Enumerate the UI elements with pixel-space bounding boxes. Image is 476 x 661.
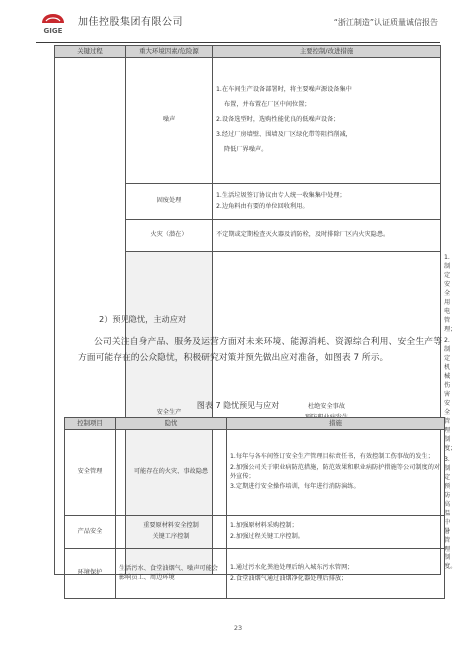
factor-cell: 杜绝安全事故 [213, 252, 441, 575]
body-paragraph: 公司关注自身产品、服务及运营方面对未来环境、能源消耗、资源综合利用、安全生产等方面可能存在的公众隐忧，积极研究对策并预先做出应对准备，如图表 7 所示。 [78, 337, 442, 363]
table-row [65, 516, 445, 549]
page-number: 23 [233, 624, 243, 632]
table-header-row [55, 46, 441, 58]
concern-cell: 可能存在的火灾、事故隐患 [116, 430, 227, 516]
concern-cell: 生活污水、食堂油烟气、噪声可能会影响员工、周边环境 [116, 549, 227, 599]
logo-text: GIGE [43, 27, 63, 35]
measures-cell: 不定期或定期检查灭火器及消防栓，及时排除厂区内火灾隐患。 [213, 220, 441, 252]
column-header: 关键过程 [55, 46, 126, 58]
table-row [65, 549, 445, 599]
measures-cell: 1.在车间生产设备部署时，将主要噪声源设备集中 布置，并布置在厂区中间位置； 2.设备选型时，选购性能优良的低噪声设备； 3.经过厂房墙壁、围墙及厂区绿化带等阻挡削减， 降低厂界噪声。 [213, 58, 441, 184]
report-title: “浙江制造”认证质量诚信报告 [333, 18, 438, 27]
column-header: 控制项目 [65, 418, 116, 430]
table-row: 安全生产 杜绝安全事故 1.制定安全用电管理； 2.制定机械伤害安全管理制度； 3.制定预防高温中暑管理制度。 [55, 252, 441, 575]
item-cell: 产品安全 [65, 516, 116, 549]
company-logo [38, 12, 68, 36]
measures-cell: 1.通过污水化粪池处理后纳入城东污水管网； 2.食堂油烟气通过油烟净化器处理后排放； [227, 549, 445, 599]
column-header: 措施 [227, 418, 445, 430]
process-cell: 安全生产 [126, 252, 213, 575]
measures-cell: 1.加强原材料采购控制； 2.加强过程关键工序控制。 [227, 516, 445, 549]
table-caption: 图表 7 隐忧预见与应对 [196, 401, 280, 410]
page-header [36, 8, 440, 43]
factor-cell: 固废处理 [126, 184, 213, 220]
table-row [65, 430, 445, 516]
factor-cell: 噪声 [126, 58, 213, 184]
concern-cell: 重要原材料安全控制 关键工序控制 [116, 516, 227, 549]
measures-cell: 1.每年与各车间签订安全生产管理目标责任书，有效控制工伤事故的发生； 2.加强公司关于职业病防范措施，防范效果和职业病防护措施等公司制度的对外宣传； 3.定期进行安全操作培训，每年进行消防演练。 [227, 430, 445, 516]
concern-response-table [64, 417, 445, 599]
company-name: 加佳控股集团有限公司 [78, 17, 183, 28]
item-cell: 环境保护 [65, 549, 116, 599]
item-cell: 安全管理 [65, 430, 116, 516]
factor-cell: 火灾（潜在） [126, 220, 213, 252]
column-header: 主要控制/改进措施 [213, 46, 441, 58]
table-header-row [65, 418, 445, 430]
column-header: 重大环境因素/危险源 [126, 46, 213, 58]
measures-cell: 1.生活垃圾签订协议由专人统一收集集中处理； 2.边角料由有要的单位回收利用。 [213, 184, 441, 220]
section-subheading: 2）预见隐忧，主动应对 [99, 314, 187, 324]
table-row [55, 58, 441, 184]
column-header: 隐忧 [116, 418, 227, 430]
